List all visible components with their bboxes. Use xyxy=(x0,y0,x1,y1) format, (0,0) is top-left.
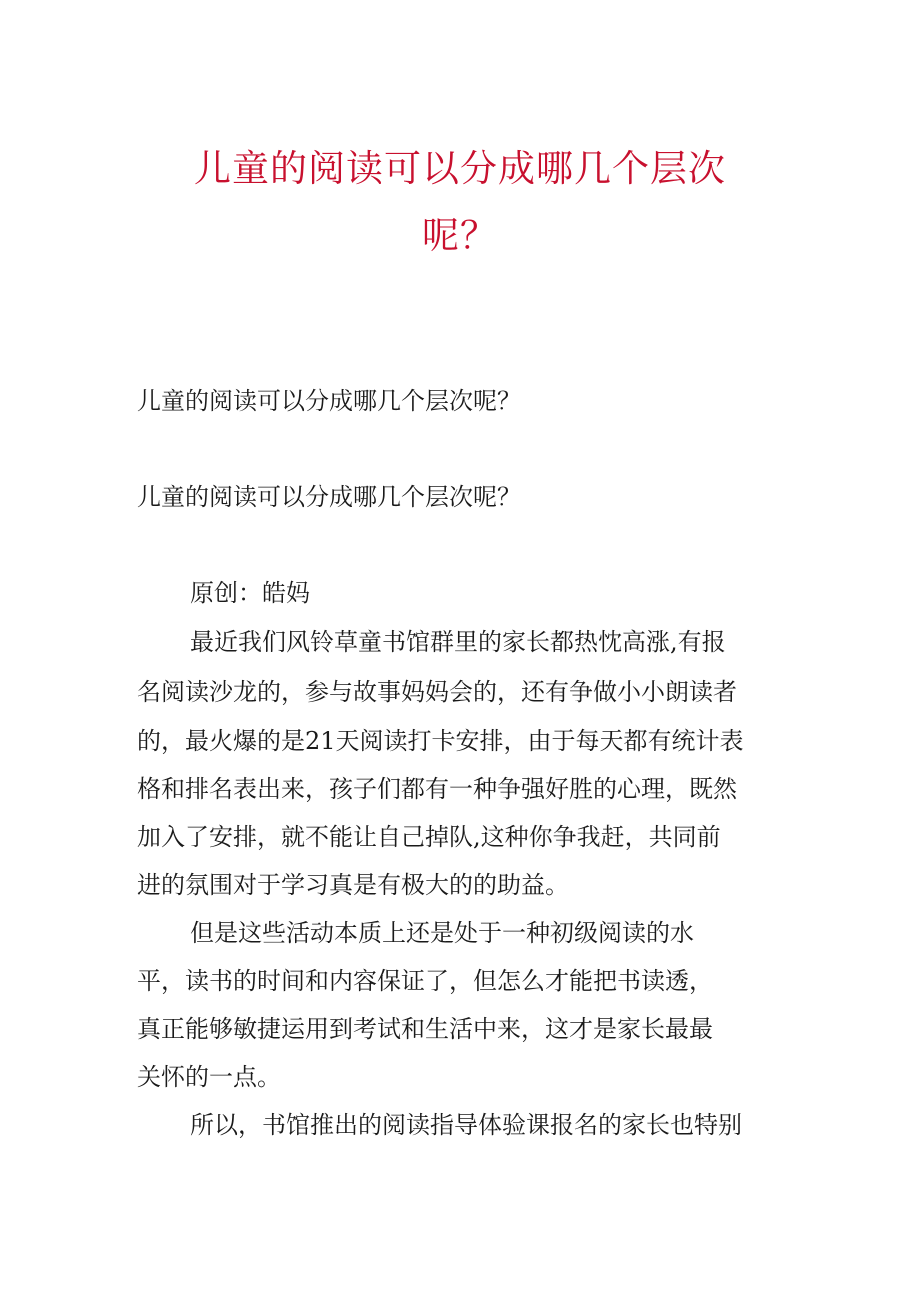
paragraph-1-line: 的，最火爆的是21天阅读打卡安排，由于每天都有统计表 xyxy=(137,727,744,755)
subtitle-2: 儿童的阅读可以分成哪几个层次呢？ xyxy=(137,483,521,511)
paragraph-2-line: 真正能够敏捷运用到考试和生活中来，这才是家长最最 xyxy=(137,1015,713,1043)
paragraph-1-line: 名阅读沙龙的，参与故事妈妈会的，还有争做小小朗读者 xyxy=(137,678,737,706)
paragraph-1-line: 格和排名表出来，孩子们都有一种争强好胜的心理，既然 xyxy=(137,775,737,803)
paragraph-1-line: 加入了安排，就不能让自己掉队,这种你争我赶，共同前 xyxy=(137,823,721,851)
paragraph-2-line: 但是这些活动本质上还是处于一种初级阅读的水 xyxy=(190,919,694,947)
paragraph-1-line: 最近我们风铃草童书馆群里的家长都热忱高涨,有报 xyxy=(190,628,726,656)
paragraph-2-line: 平，读书的时间和内容保证了，但怎么才能把书读透， xyxy=(137,967,713,995)
document-title-line-1: 儿童的阅读可以分成哪几个层次 xyxy=(194,147,726,190)
paragraph-2-line: 关怀的一点。 xyxy=(137,1063,281,1091)
paragraph-3-line: 所以，书馆推出的阅读指导体验课报名的家长也特别 xyxy=(190,1111,742,1139)
document-title-line-2: 呢？ xyxy=(422,214,498,257)
author-line: 原创：皓妈 xyxy=(190,579,310,607)
paragraph-1-line: 进的氛围对于学习真是有极大的的助益。 xyxy=(137,871,569,899)
subtitle-1: 儿童的阅读可以分成哪几个层次呢？ xyxy=(137,387,521,415)
